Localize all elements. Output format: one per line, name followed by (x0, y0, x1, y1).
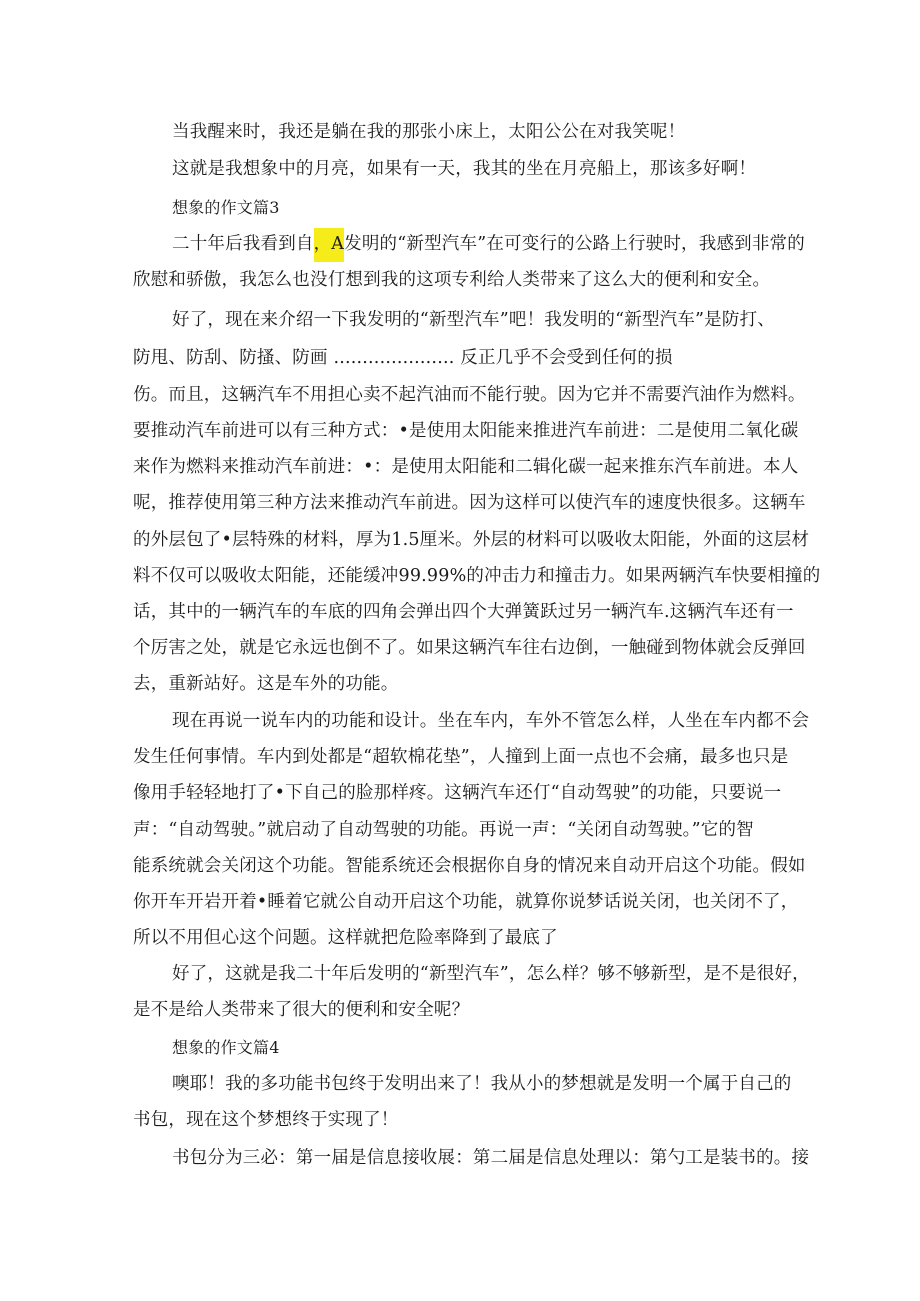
paragraph-line: 去，重新站好。这是车外的功能。 (133, 674, 399, 694)
paragraph-line: 话，其中的一辆汽车的车底的四角会弹出四个大弹簧跃过另一辆汽车.这辆汽车还有一 (133, 602, 794, 622)
paragraph-line: 料不仅可以吸收太阳能，还能缓冲99.99%的冲击力和撞击力。如果两辆汽车快要相撞的 (133, 566, 821, 586)
paragraph-line: 像用手轻轻地打了•下自己的脸那样疼。这辆汽车还仃“自动驾驶”的功能，只要说一 (133, 783, 782, 803)
text-segment: 发明的“新型汽车”在可变行的公路上行驶时，我感到非常的 (344, 234, 805, 254)
paragraph-line: 呢，推荐使用第三种方法来推动汽车前进。因为这样可以使汽车的速度快很多。这辆车 (133, 493, 806, 513)
paragraph-line: 这就是我想象中的月亮，如果有一天，我其的坐在月亮船上，那该多好啊！ (172, 159, 757, 179)
text-segment: 二十年后我看到自 (172, 234, 314, 254)
paragraph-line: 噢耶！我的多功能书包终于发明出来了！我从小的梦想就是发明一个属于自己的 (172, 1074, 792, 1094)
paragraph-line: 是不是给人类带来了很大的便利和安全呢？ (133, 1000, 470, 1020)
paragraph-line: 要推动汽车前进可以有三种方式：•是使用太阳能来推进汽车前进：二是使用二氧化碳 (133, 421, 799, 441)
section-heading: 想象的作文篇4 (172, 1038, 280, 1057)
paragraph-line: 你开车开岩开着•睡着它就公自动开启这个功能，就算你说梦话说关闭，也关闭不了， (133, 892, 799, 912)
paragraph-line: 伤。而且，这辆汽车不用担心卖不起汽油而不能行驶。因为它并不需要汽油作为燃料。 (133, 385, 806, 405)
paragraph-line: 欣慰和骄傲，我怎么也没仃想到我的这项专利给人类带来了这么大的便利和安全。 (133, 270, 771, 290)
section-heading: 想象的作文篇3 (172, 198, 280, 217)
paragraph-line: 书包，现在这个梦想终于实现了！ (133, 1110, 399, 1130)
paragraph-line: 个厉害之处，就是它永远也倒不了。如果这辆汽车往右边倒，一触碰到物体就会反弹回 (133, 638, 806, 658)
paragraph-line: 当我醒来时，我还是躺在我的那张小床上，太阳公公在对我笑呢！ (172, 122, 686, 142)
paragraph-line: 好了，这就是我二十年后发明的“新型汽车”，怎么样？够不够新型，是不是很好， (172, 964, 810, 984)
paragraph-line: 书包分为三必：第一届是信息接收展：第二届是信息处理以：第勺工是装书的。接 (172, 1148, 810, 1168)
paragraph-line (172, 232, 805, 256)
paragraph-line: 能系统就会关闭这个功能。智能系统还会根据你自身的情况来自动开启这个功能。假如 (133, 856, 806, 876)
paragraph-line: 所以不用但心这个问题。这样就把危险率降到了最底了 (133, 928, 558, 948)
paragraph-line: 防甩、防刮、防搔、防画 ..................... 反正几乎不会受到任何的损 (133, 348, 673, 368)
highlighted-text: ，A (314, 228, 345, 262)
paragraph-line: 好了，现在来介绍一下我发明的“新型汽车”吧！我发明的“新型汽车”是防打、 (172, 310, 775, 330)
paragraph-line: 发生任何事情。车内到处都是“超软棉花垫”，人撞到上面一点也不会痛，最多也只是 (133, 747, 789, 767)
paragraph-line: 声：“自动驾驶。”就启动了自动驾驶的功能。再说一声：“关闭自动驾驶。”它的智 (133, 820, 754, 840)
paragraph-line: 来作为燃料来推动汽车前进：•：是使用太阳能和二辑化碳一起来推东汽车前进。本人 (133, 457, 799, 477)
paragraph-line: 的外层包了•层特殊的材料，厚为1.5厘米。外层的材料可以吸收太阳能，外面的这层材 (133, 530, 810, 550)
paragraph-line: 现在再说一说车内的功能和设计。坐在车内，车外不管怎么样，人坐在车内都不会 (172, 711, 810, 731)
